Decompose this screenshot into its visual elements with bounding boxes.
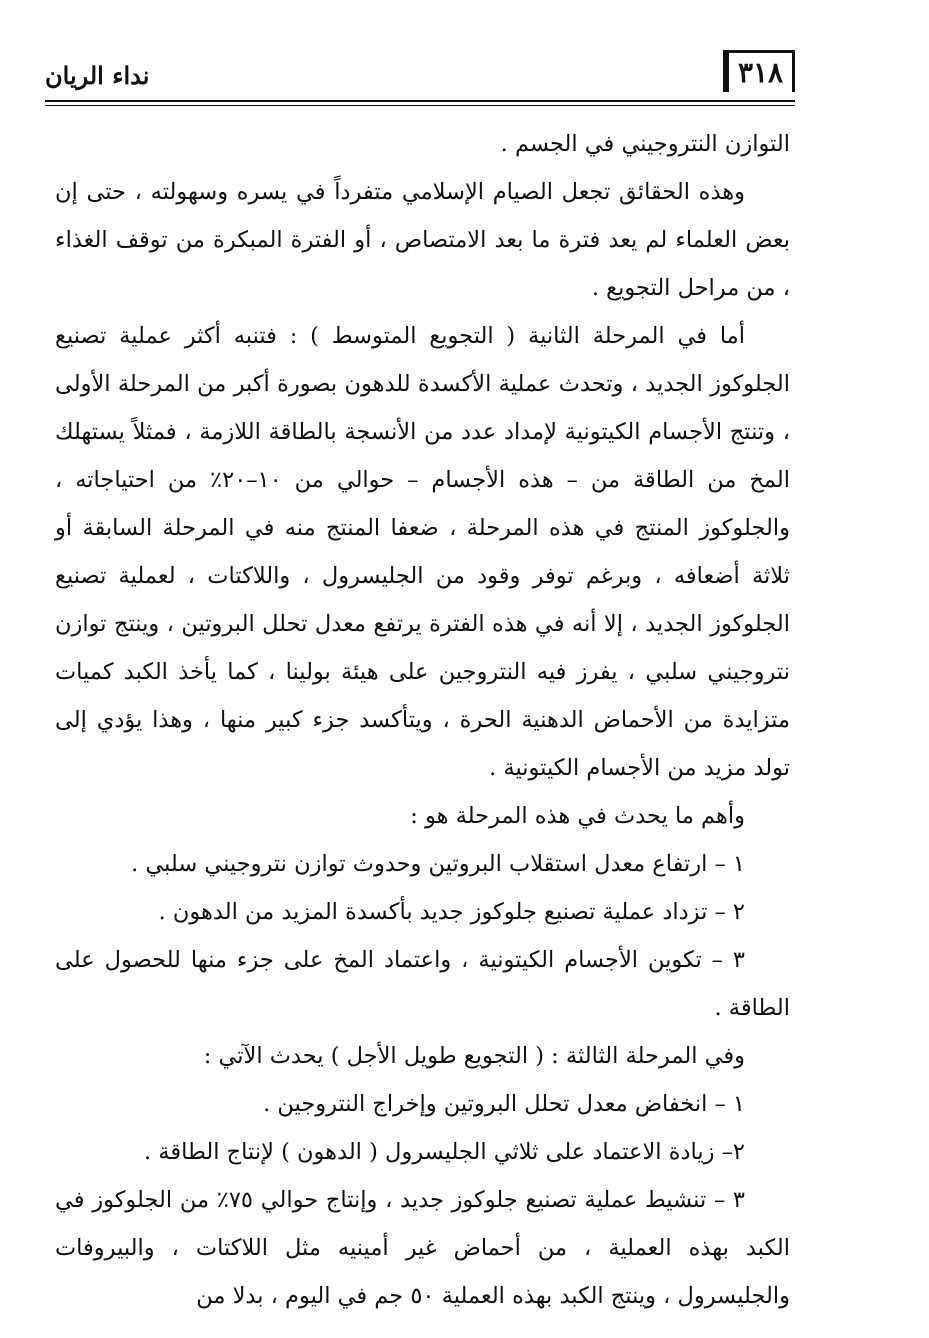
paragraph-1: التوازن النتروجيني في الجسم . — [500, 131, 790, 157]
list-item-4: ١ – انخفاض معدل تحلل البروتين وإخراج النتروجين . — [263, 1091, 745, 1117]
list-item-6: ٣ – تنشيط عملية تصنيع جلوكوز جديد ، وإنتاج حوالي ٧٥٪ من الجلوكوز في الكبد بهذه العملية ، من أحماض غير أمينيه مثل اللاكتات ، والبيروفات والجليسرول ، وينتج الكبد بهذه العملية ٥٠ جم في اليوم ، بدلا من — [55, 1187, 790, 1309]
header-rule-thin — [45, 105, 795, 106]
page-header — [45, 50, 795, 106]
page-number: ٣١٨ — [723, 50, 795, 92]
list-item-1: ١ – ارتفاع معدل استقلاب البروتين وحدوث توازن نتروجيني سلبي . — [131, 851, 745, 877]
running-title: نداء الريان — [45, 61, 150, 90]
list-item-2: ٢ – تزداد عملية تصنيع جلوكوز جديد بأكسدة المزيد من الدهون . — [158, 899, 745, 925]
list-item-5: ٢– زيادة الاعتماد على ثلاثي الجليسرول ( الدهون ) لإنتاج الطاقة . — [143, 1139, 745, 1165]
paragraph-3: أما في المرحلة الثانية ( التجويع المتوسط ) : فتنبه أكثر عملية تصنيع الجلوكوز الجديد ، وتحدث عملية الأكسدة للدهون بصورة أكبر من المرحلة الأولى ، وتنتج الأجسام الكيتونية لإمداد عدد من الأنسجة بالطاقة اللازمة ، فمثلاً يستهلك المخ من الطاقة من – هذه الأجسام – حوالي من ١٠–٢٠٪ من احتياجاته ، والجلوكوز المنتج في هذه المرحلة ، ضعفا المنتج منه في المرحلة السابقة أو ثلاثة أضعافه ، وبرغم توفر وقود من الجليسرول ، واللاكتات ، لعملية تصنيع الجلوكوز الجديد ، إلا أنه في هذه الفترة يرتفع معدل تحلل البروتين ، وينتج توازن نتروجيني سلبي ، يفرز فيه النتروجين على هيئة بولينا ، كما يأخذ الكبد كميات متزايدة من الأحماض الدهنية الحرة ، ويتأكسد جزء كبير منها ، وهذا يؤدي إلى تولد مزيد من الأجسام الكيتونية . — [55, 323, 790, 781]
body-text — [55, 120, 790, 1320]
paragraph-5: وفي المرحلة الثالثة : ( التجويع طويل الأجل ) يحدث الآتي : — [203, 1043, 745, 1069]
paragraph-2: وهذه الحقائق تجعل الصيام الإسلامي متفرداً في يسره وسهولته ، حتى إن بعض العلماء لم يعد فترة ما بعد الامتصاص ، أو الفترة المبكرة من توقف الغذاء ، من مراحل التجويع . — [55, 179, 790, 301]
header-rule — [45, 100, 795, 102]
paragraph-4: وأهم ما يحدث في هذه المرحلة هو : — [410, 803, 745, 829]
list-item-3: ٣ – تكوين الأجسام الكيتونية ، واعتماد المخ على جزء منها للحصول على الطاقة . — [55, 947, 790, 1021]
